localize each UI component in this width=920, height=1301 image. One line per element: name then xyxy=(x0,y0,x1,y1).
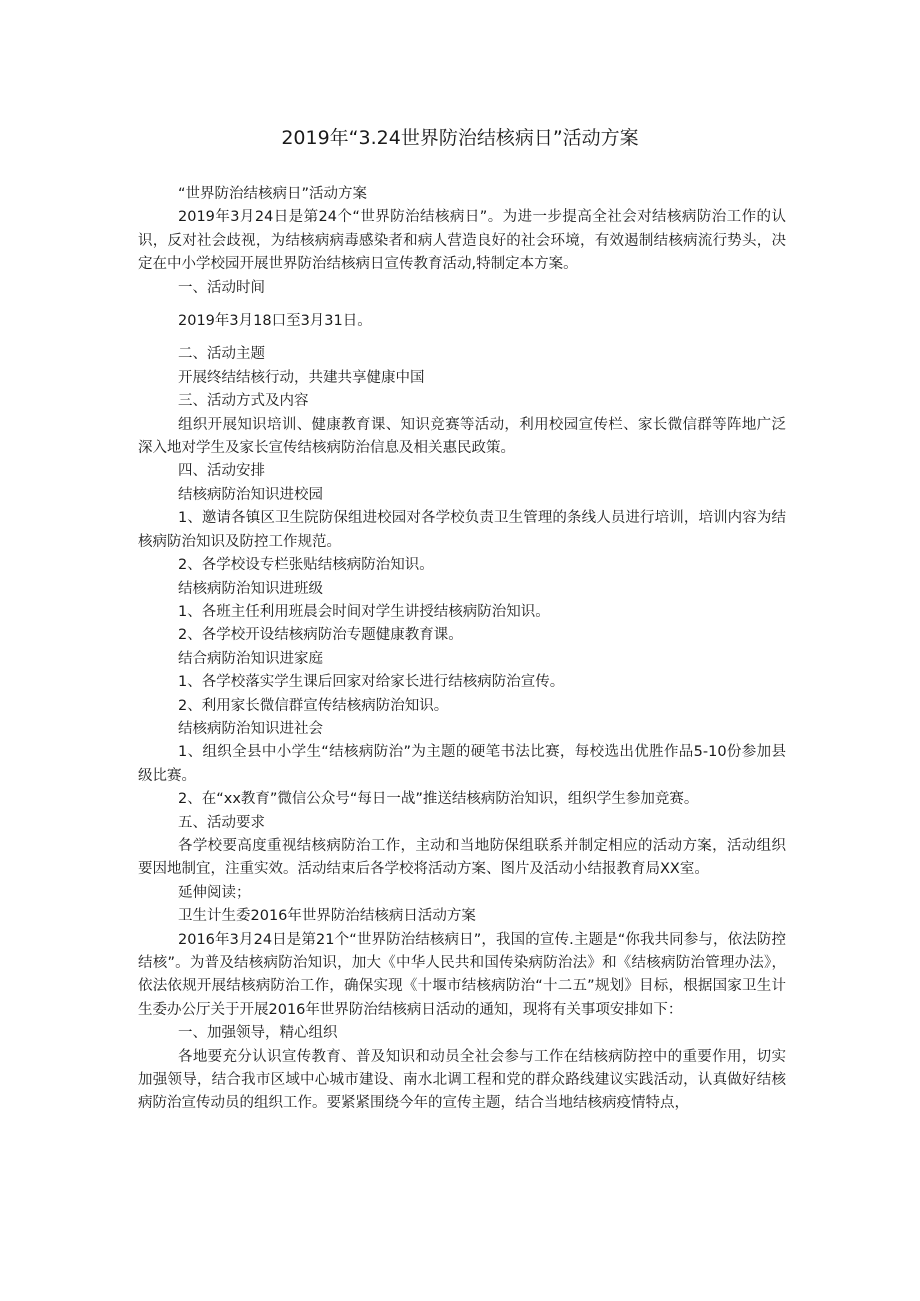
section-heading-requirements: 五、活动要求 xyxy=(178,814,265,831)
list-item: 1、各班主任利用班晨会时间对学生讲授结核病防治知识。 xyxy=(178,603,550,620)
list-item: 2、各学校开设结核病防治专题健康教育课。 xyxy=(178,627,463,644)
paragraph-time: 2019年3月18口至3月31日。 xyxy=(178,313,372,330)
list-item: 1、邀请各镇区卫生院防保组进校园对各学校负责卫生管理的条线人员进行培训，培训内容为结核病防治知识及防控工作规范。 xyxy=(138,510,786,550)
subheading-campus: 结核病防治知识进校园 xyxy=(178,486,323,503)
subheading-2016-plan: 卫生计生委2016年世界防治结核病日活动方案 xyxy=(178,908,476,925)
subheading-class: 结核病防治知识进班级 xyxy=(178,580,323,597)
paragraph-leadership: 各地要充分认识宣传教育、普及知识和动员全社会参与工作在结核病防控中的重要作用，切实加强领导，结合我市区域中心城市建设、南水北调工程和党的群众路线建议实践活动，认真做好结核病防治宣传动员的组织工作。要紧紧围绕今年的宣传主题，结合当地结核病疫情特点， xyxy=(138,1048,786,1112)
section-heading-arrangement: 四、活动安排 xyxy=(178,463,265,480)
paragraph-requirements: 各学校要高度重视结核病防治工作，主动和当地防保组联系并制定相应的活动方案，活动组织要因地制宜，注重实效。活动结束后各学校将活动方案、图片及活动小结报教育局XX室。 xyxy=(138,837,786,878)
section-heading-method: 三、活动方式及内容 xyxy=(178,393,309,410)
subheading-family: 结合病防治知识进家庭 xyxy=(178,650,323,667)
list-item: 2、利用家长微信群宣传结核病防治知识。 xyxy=(178,697,449,714)
section-heading-time: 一、活动时间 xyxy=(178,279,265,296)
paragraph-subtitle: “世界防治结核病日”活动方案 xyxy=(178,186,368,202)
section-heading-leadership: 一、加强领导，精心组织 xyxy=(178,1025,338,1042)
paragraph-intro: 2019年3月24日是第24个“世界防治结核病日”。为进一步提高全社会对结核病防治工作的认识，反对社会歧视，为结核病病毒感染者和病人营造良好的社会环境，有效遏制结核病流行势头，决定在中小学校园开展世界防治结核病日宣传教育活动,特制定本方案。 xyxy=(138,209,786,273)
list-item: 2、在“xx教育”微信公众号“每日一战”推送结核病防治知识，组织学生参加竞赛。 xyxy=(178,791,699,808)
section-heading-theme: 二、活动主题 xyxy=(178,346,265,363)
list-item: 1、各学校落实学生课后回家对给家长进行结核病防治宣传。 xyxy=(178,674,565,691)
paragraph-theme: 开展终结结核行动，共建共享健康中国 xyxy=(178,369,425,386)
list-item: 1、组织全县中小学生“结核病防治”为主题的硬笔书法比赛，每校选出优胜作品5-10份参加县级比赛。 xyxy=(138,744,786,784)
subheading-society: 结核病防治知识进社会 xyxy=(178,720,323,737)
paragraph-method: 组织开展知识培训、健康教育课、知识竞赛等活动，利用校园宣传栏、家长微信群等阵地广泛深入地对学生及家长宣传结核病防治信息及相关惠民政策。 xyxy=(138,416,786,457)
list-item: 2、各学校设专栏张贴结核病防治知识。 xyxy=(178,557,434,574)
document-body xyxy=(138,183,786,1116)
paragraph-2016-intro: 2016年3月24日是第21个“世界防治结核病日”，我国的宣传.主题是“你我共同参与，依法防控结核”。为普及结核病防治知识，加大《中华人民共和国传染病防治法》和《结核病防治管理办法》，依法依规开展结核病防治工作，确保实现《十堰市结核病防治“十二五”规划》目标，根据国家卫生计生委办公厅关于开展2016年世界防治结核病日活动的通知，现将有关事项安排如下： xyxy=(138,931,786,1018)
paragraph-further-reading: 延伸阅读； xyxy=(178,884,251,901)
document-title: 2019年“3.24世界防治结核病日”活动方案 xyxy=(281,127,639,149)
